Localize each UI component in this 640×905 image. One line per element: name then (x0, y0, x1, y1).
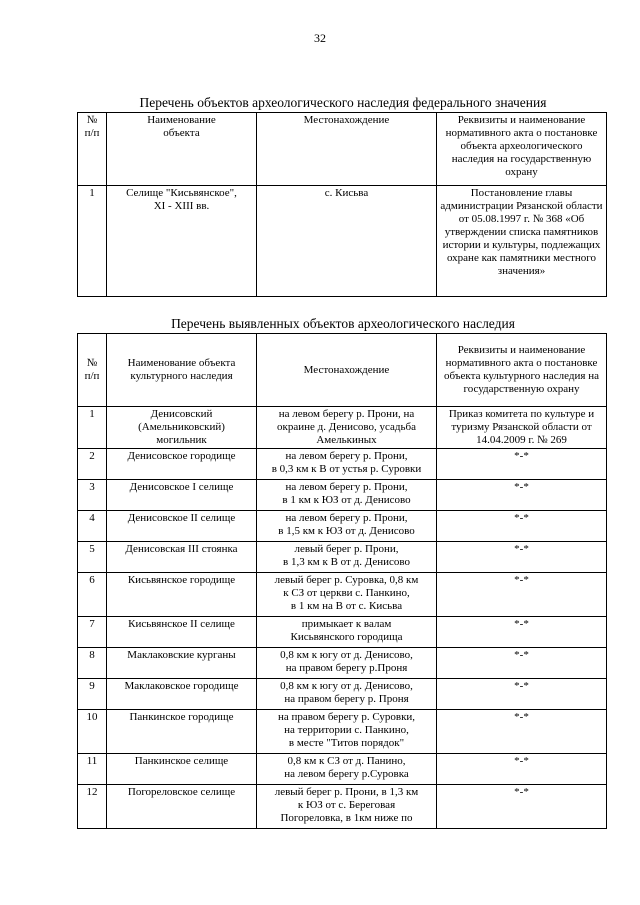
header-number: № п/п (78, 334, 107, 407)
row-name: Кисьвянское II селище (107, 617, 257, 648)
table-row (78, 573, 607, 617)
table-row (78, 542, 607, 573)
row-location: левый берег р. Прони, в 1,3 км к ЮЗ от с. Береговая Погореловка, в 1км ниже по (257, 785, 437, 829)
row-requisites: *-* (437, 648, 607, 679)
row-name: Кисьвянское городище (107, 573, 257, 617)
row-number: 12 (78, 785, 107, 829)
row-name: Погореловское селище (107, 785, 257, 829)
row-name: Панкинское селище (107, 754, 257, 785)
row-requisites: *-* (437, 511, 607, 542)
table-row (78, 617, 607, 648)
row-number: 8 (78, 648, 107, 679)
table-row (78, 679, 607, 710)
row-number: 3 (78, 480, 107, 511)
header-number: № п/п (78, 113, 107, 186)
row-requisites: Приказ комитета по культуре и туризму Рязанской области от 14.04.2009 г. № 269 (437, 407, 607, 449)
row-name: Панкинское городище (107, 710, 257, 754)
row-requisites: *-* (437, 679, 607, 710)
row-requisites: *-* (437, 710, 607, 754)
row-number: 9 (78, 679, 107, 710)
row-location: с. Кисьва (257, 186, 437, 297)
row-number: 5 (78, 542, 107, 573)
row-location: 0,8 км к югу от д. Денисово, на правом берегу р.Проня (257, 648, 437, 679)
header-requisites: Реквизиты и наименование нормативного акта о постановке объекта археологического наследия на государственную охрану (437, 113, 607, 186)
table-header-row (78, 334, 607, 407)
header-requisites: Реквизиты и наименование нормативного акта о постановке объекта культурного наследия на государственную охрану (437, 334, 607, 407)
table-row (78, 710, 607, 754)
table-row (78, 648, 607, 679)
row-location: на левом берегу р. Прони, в 1,5 км к ЮЗ от д. Денисово (257, 511, 437, 542)
row-name: Селище "Кисьвянское", XI - XIII вв. (107, 186, 257, 297)
row-number: 1 (78, 186, 107, 297)
page-number: 32 (314, 31, 326, 45)
row-number: 4 (78, 511, 107, 542)
header-name: Наименование объекта культурного наследия (107, 334, 257, 407)
row-requisites: *-* (437, 573, 607, 617)
federal-table-title: Перечень объектов археологического наследия федерального значения (139, 95, 547, 110)
table-header-row (78, 113, 607, 186)
row-number: 7 (78, 617, 107, 648)
row-location: 0,8 км к СЗ от д. Панино, на левом берегу р.Суровка (257, 754, 437, 785)
row-requisites: *-* (437, 542, 607, 573)
table-row (78, 511, 607, 542)
row-name: Маклаковское городище (107, 679, 257, 710)
row-location: левый берег р. Прони, в 1,3 км к В от д. Денисово (257, 542, 437, 573)
header-location: Местонахождение (257, 334, 437, 407)
table-row (78, 186, 607, 297)
row-location: на левом берегу р. Прони, в 1 км к ЮЗ от д. Денисово (257, 480, 437, 511)
row-requisites: *-* (437, 449, 607, 480)
row-requisites: *-* (437, 480, 607, 511)
table-row (78, 449, 607, 480)
row-name: Денисовская III стоянка (107, 542, 257, 573)
row-name: Денисовский (Амельниковский) могильник (107, 407, 257, 449)
federal-objects-table (77, 112, 607, 297)
row-location: на левом берегу р. Прони, в 0,3 км к В от устья р. Суровки (257, 449, 437, 480)
row-name: Денисовское II селище (107, 511, 257, 542)
row-number: 1 (78, 407, 107, 449)
table-row (78, 407, 607, 449)
row-name: Маклаковские курганы (107, 648, 257, 679)
row-requisites: Постановление главы администрации Рязанской области от 05.08.1997 г. № 368 «Об утверждении списка памятников истории и культуры, подлежащих охране как памятники местного значения» (437, 186, 607, 297)
row-location (257, 407, 437, 449)
row-requisites: *-* (437, 617, 607, 648)
header-location: Местонахождение (257, 113, 437, 186)
identified-objects-table (77, 333, 607, 829)
row-number: 11 (78, 754, 107, 785)
row-location: 0,8 км к югу от д. Денисово, на правом берегу р. Проня (257, 679, 437, 710)
header-name: Наименование объекта (107, 113, 257, 186)
row-location: примыкает к валам Кисьвянского городища (257, 617, 437, 648)
identified-table-title: Перечень выявленных объектов археологического наследия (171, 316, 515, 331)
table-row (78, 785, 607, 829)
row-number: 10 (78, 710, 107, 754)
row-number: 6 (78, 573, 107, 617)
row-location: левый берег р. Суровка, 0,8 км к СЗ от церкви с. Панкино, в 1 км на В от с. Кисьва (257, 573, 437, 617)
row-location-text: на левом берегу р. Прони, на окраине д. Денисово, усадьба Амелькиных (276, 408, 416, 445)
row-requisites: *-* (437, 785, 607, 829)
row-location: на правом берегу р. Суровки, на территории с. Панкино, в месте "Титов порядок" (257, 710, 437, 754)
row-name: Денисовское городище (107, 449, 257, 480)
table-row (78, 754, 607, 785)
row-number: 2 (78, 449, 107, 480)
row-name: Денисовское I селище (107, 480, 257, 511)
row-requisites: *-* (437, 754, 607, 785)
table-row (78, 480, 607, 511)
